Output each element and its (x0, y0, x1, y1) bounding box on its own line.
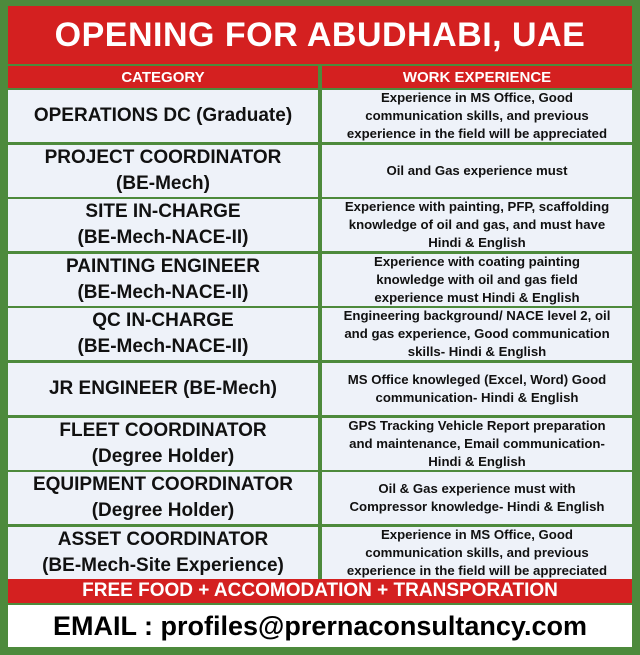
category-cell: PAINTING ENGINEER (BE-Mech-NACE-II) (8, 254, 318, 306)
category-cell: EQUIPMENT COORDINATOR (Degree Holder) (8, 472, 318, 524)
category-cell: ASSET COORDINATOR (BE-Mech-Site Experience) (8, 527, 318, 579)
category-cell: OPERATIONS DC (Graduate) (8, 90, 318, 142)
poster-title: OPENING FOR ABUDHABI, UAE (8, 6, 632, 64)
category-cell: FLEET COORDINATOR (Degree Holder) (8, 418, 318, 470)
experience-cell: Experience with painting, PFP, scaffolding knowledge of oil and gas, and must have Hindi & English (322, 199, 632, 251)
perks-banner: FREE FOOD + ACCOMODATION + TRANSPORATION (8, 579, 632, 603)
email-contact: EMAIL : profiles@prernaconsultancy.com (8, 605, 632, 647)
category-cell: QC IN-CHARGE (BE-Mech-NACE-II) (8, 308, 318, 360)
table-row (8, 254, 632, 306)
experience-cell: Oil and Gas experience must (322, 145, 632, 197)
experience-cell: Experience in MS Office, Good communication skills, and previous experience in the field will be appreciated (322, 90, 632, 142)
job-table (8, 90, 632, 579)
experience-cell: Experience in MS Office, Good communication skills, and previous experience in the field will be appreciated (322, 527, 632, 579)
experience-cell: Oil & Gas experience must with Compressor knowledge- Hindi & English (322, 472, 632, 524)
category-cell: JR ENGINEER (BE-Mech) (8, 363, 318, 415)
table-row (8, 308, 632, 360)
table-row (8, 472, 632, 524)
table-row (8, 90, 632, 142)
experience-cell: GPS Tracking Vehicle Report preparation and maintenance, Email communication- Hindi & English (322, 418, 632, 470)
table-row (8, 145, 632, 197)
table-row (8, 363, 632, 415)
experience-cell: Engineering background/ NACE level 2, oil and gas experience, Good communication skills- Hindi & English (322, 308, 632, 360)
table-row (8, 527, 632, 579)
experience-header: WORK EXPERIENCE (322, 66, 632, 88)
table-row (8, 199, 632, 251)
category-header: CATEGORY (8, 66, 318, 88)
experience-cell: Experience with coating painting knowledge with oil and gas field experience must Hindi & English (322, 254, 632, 306)
experience-cell: MS Office knowleged (Excel, Word) Good communication- Hindi & English (322, 363, 632, 415)
category-cell: PROJECT COORDINATOR (BE-Mech) (8, 145, 318, 197)
table-header (8, 66, 632, 88)
category-cell: SITE IN-CHARGE (BE-Mech-NACE-II) (8, 199, 318, 251)
table-row (8, 418, 632, 470)
